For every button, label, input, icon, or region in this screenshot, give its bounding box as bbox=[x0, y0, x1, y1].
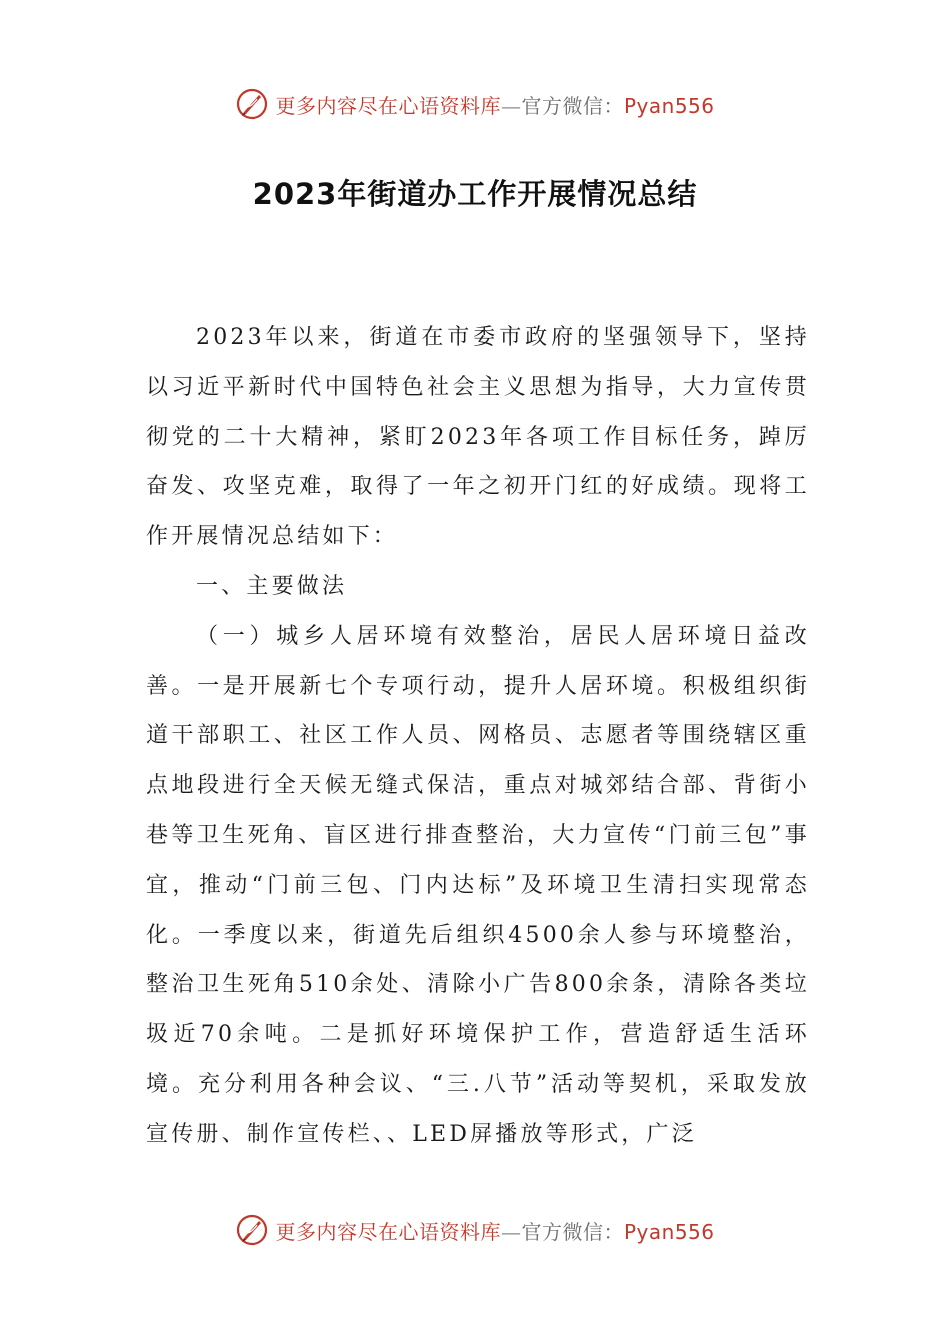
document-body bbox=[146, 313, 810, 1160]
watermark-group bbox=[235, 1213, 714, 1247]
watermark-contact-id: Pyan556 bbox=[623, 93, 715, 118]
watermark-contact-label: 官方微信： bbox=[521, 1219, 624, 1244]
watermark-dash: — bbox=[500, 93, 522, 118]
watermark-brand: 更多内容尽在心语资料库 bbox=[275, 93, 501, 118]
footer-watermark bbox=[0, 1210, 950, 1250]
quill-logo-icon bbox=[235, 87, 269, 121]
quill-logo-icon bbox=[235, 1213, 269, 1247]
watermark-brand: 更多内容尽在心语资料库 bbox=[275, 1219, 501, 1244]
header-watermark bbox=[0, 84, 950, 124]
body-paragraph: （一）城乡人居环境有效整治，居民人居环境日益改善。一是开展新七个专项行动，提升人居环境。积极组织街道干部职工、社区工作人员、网格员、志愿者等围绕辖区重点地段进行全天候无缝式保洁，重点对城郊结合部、背街小巷等卫生死角、盲区进行排查整治，大力宣传“门前三包”事宜，推动“门前三包、门内达标”及环境卫生清扫实现常态化。一季度以来，街道先后组织4500余人参与环境整治，整治卫生死角510余处、清除小广告800余条，清除各类垃圾近70余吨。二是抓好环境保护工作，营造舒适生活环境。充分利用各种会议、“三.八节”活动等契机，采取发放宣传册、制作宣传栏、、LED屏播放等形式，广泛 bbox=[146, 623, 810, 1147]
watermark-contact-label: 官方微信： bbox=[521, 93, 624, 118]
watermark-contact-id: Pyan556 bbox=[623, 1219, 715, 1244]
watermark-text bbox=[275, 1216, 714, 1245]
watermark-dash: — bbox=[500, 1219, 522, 1244]
document-title: 2023年街道办工作开展情况总结 bbox=[252, 177, 698, 211]
watermark-text bbox=[275, 90, 714, 119]
watermark-group bbox=[235, 87, 714, 121]
intro-paragraph: 2023年以来，街道在市委市政府的坚强领导下，坚持以习近平新时代中国特色社会主义思想为指导，大力宣传贯彻党的二十大精神，紧盯2023年各项工作目标任务，踔厉奋发、攻坚克难，取得了一年之初开门红的好成绩。现将工作开展情况总结如下： bbox=[146, 325, 810, 550]
section-heading: 一、主要做法 bbox=[196, 573, 348, 599]
